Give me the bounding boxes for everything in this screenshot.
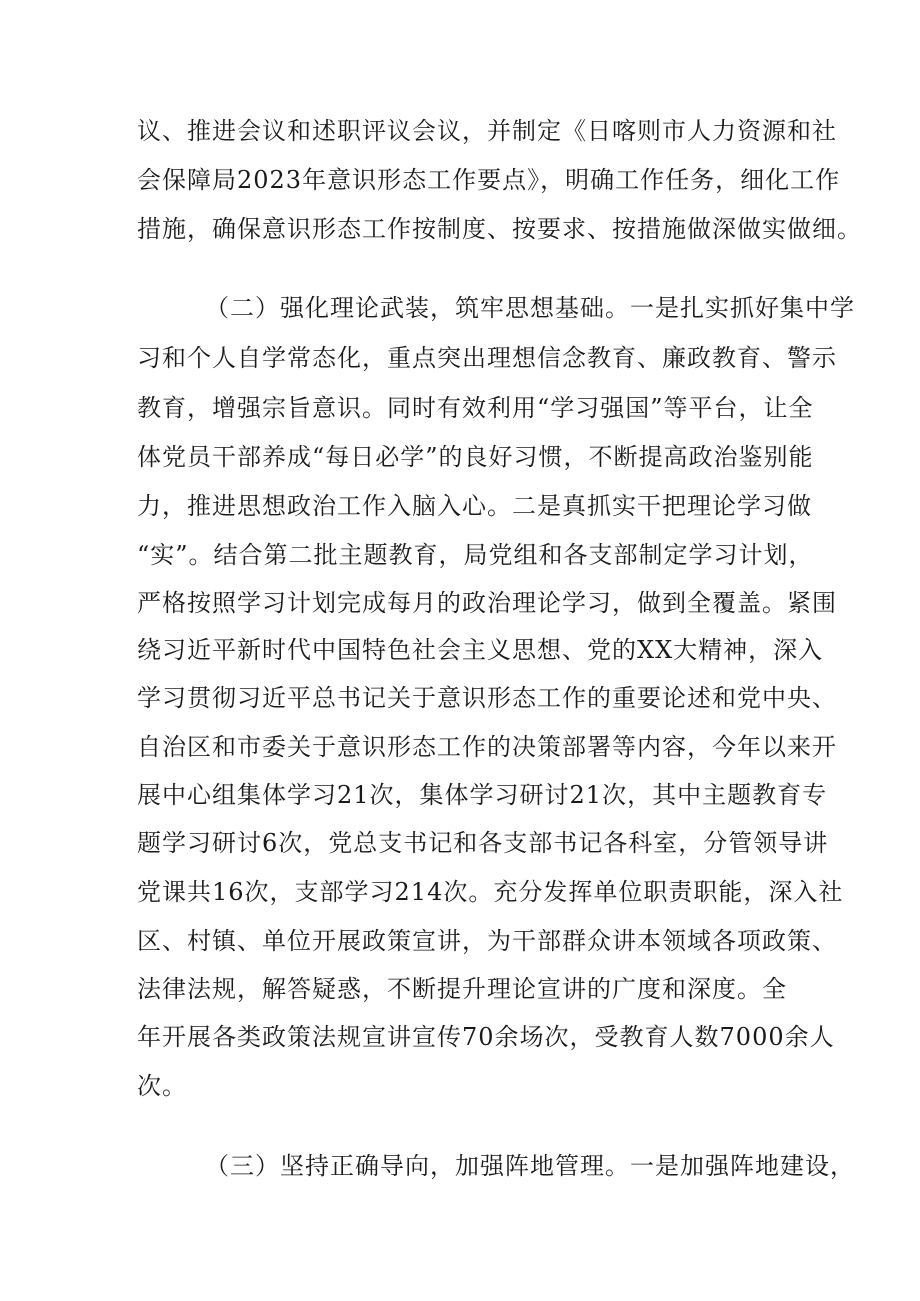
text-line: （三）坚持正确导向，加强阵地管理。一是加强阵地建设， (205, 1152, 855, 1180)
text-line: 习和个人自学常态化，重点突出理想信念教育、廉政教育、警示 (137, 344, 837, 372)
text-line: 党课共16次，支部学习214次。充分发挥单位职责职能，深入社 (137, 878, 844, 906)
text-line: 体党员干部养成“每日必学”的良好习惯，不断提高政治鉴别能 (137, 443, 814, 471)
text-line: 展中心组集体学习21次，集体学习研讨21次，其中主题教育专 (137, 781, 828, 809)
text-line: 区、村镇、单位开展政策宣讲，为干部群众讲本领域各项政策、 (137, 927, 837, 955)
text-line: 议、推进会议和述职评议会议，并制定《日喀则市人力资源和社 (137, 117, 837, 145)
text-line: “实”。结合第二批主题教育，局党组和各支部制定学习计划， (137, 541, 814, 569)
text-line: 措施，确保意识形态工作按制度、按要求、按措施做深做实做细。 (137, 215, 862, 243)
text-line: 自治区和市委关于意识形态工作的决策部署等内容，今年以来开 (137, 733, 837, 761)
text-line: （二）强化理论武装，筑牢思想基础。一是扎实抓好集中学 (205, 294, 855, 322)
text-line: 年开展各类政策法规宣讲宣传70余场次，受教育人数7000余人 (137, 1023, 835, 1051)
text-line: 次。 (137, 1072, 187, 1100)
text-line: 会保障局2023年意识形态工作要点》，明确工作任务，细化工作 (137, 166, 841, 194)
text-line: 绕习近平新时代中国特色社会主义思想、党的XX大精神，深入 (137, 636, 824, 664)
text-line: 题学习研讨6次，党总支书记和各支部书记各科室，分管领导讲 (137, 829, 829, 857)
text-line: 力，推进思想政治工作入脑入心。二是真抓实干把理论学习做 (137, 492, 812, 520)
text-line: 法律法规，解答疑惑，不断提升理论宣讲的广度和深度。全 (137, 975, 787, 1003)
text-line: 教育，增强宗旨意识。同时有效利用“学习强国”等平台，让全 (137, 394, 814, 422)
text-line: 严格按照学习计划完成每月的政治理论学习，做到全覆盖。紧围 (137, 589, 837, 617)
text-line: 学习贯彻习近平总书记关于意识形态工作的重要论述和党中央、 (137, 684, 837, 712)
